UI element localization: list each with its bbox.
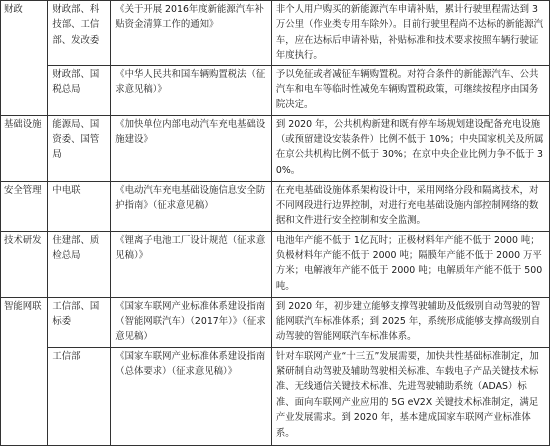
doc-cell: 《国家车联网产业标准体系建设指南（智能网联汽车）（2017年）》（征求意见稿）	[111, 297, 272, 347]
dept-cell: 工信部、国标委	[48, 297, 111, 347]
dept-cell: 工信部	[48, 347, 111, 445]
table-row	[1, 181, 550, 231]
field-cell: 安全管理	[1, 181, 48, 231]
table-row	[1, 347, 550, 445]
doc-cell: 《电动汽车充电基础设施信息安全防护指南》（征求意见稿）	[111, 181, 272, 231]
content-cell: 予以免征或者减征车辆购置税。对符合条件的新能源汽车、公共汽车和电车等临时性减免车辆购置税政策，可继续按程序由国务院决定。	[271, 65, 549, 115]
content-cell: 电池年产能不低于 1亿瓦时；正极材料年产能不低于 2000 吨；负极材料年产能不低于 2000 吨；隔膜年产能不低于 2000 万平方米；电解液年产能不低于 2000 吨；电解质年产能不低于 500 吨。	[271, 231, 549, 297]
table-row	[1, 297, 550, 347]
field-cell: 技术研发	[1, 231, 48, 297]
doc-cell: 《国家车联网产业标准体系建设指南（总体要求）（征求意见稿）》	[111, 347, 272, 445]
doc-cell: 《中华人民共和国车辆购置税法（征求意见稿）》	[111, 65, 272, 115]
doc-cell: 《关于开展 2016年度新能源汽车补贴资金清算工作的通知》	[111, 1, 272, 66]
dept-cell: 能源局、国资委、国管局	[48, 115, 111, 181]
table-row	[1, 65, 550, 115]
content-cell: 非个人用户购买的新能源汽车申请补贴，累计行驶里程需达到 3万公里（作业类专用车除外）。目前行驶里程尚不达标的新能源汽车，应在达标后申请补贴，补贴标准和技术要求按照车辆行驶证年度执行。	[271, 1, 549, 66]
dept-cell: 住建部、质检总局	[48, 231, 111, 297]
field-cell: 财政	[1, 1, 48, 116]
table-row	[1, 231, 550, 297]
dept-cell: 财政部、科技部、工信部、发改委	[48, 1, 111, 66]
field-cell: 基础设施	[1, 115, 48, 181]
dept-cell: 中电联	[48, 181, 111, 231]
dept-cell: 财政部、国税总局	[48, 65, 111, 115]
table-row	[1, 1, 550, 66]
content-cell: 针对车联网产业“十三五”发展需要，加快共性基础标准制定，加紧研制自动驾驶及辅助驾驶相关标准、车载电子产品关键技术标准、无线通信关键技术标准、先进驾驶辅助系统（ADAS）标准、面向车联网产业应用的 5G eV2X 关键技术标准制定，满足产业发展需求。到 2020 年，基本建成国家车联网产业标准体系。	[271, 347, 549, 445]
doc-cell: 《加快单位内部电动汽车充电基础设施建设》	[111, 115, 272, 181]
content-cell: 到 2020 年，公共机构新建和既有停车场规划建设配备充电设施（或预留建设安装条件）比例不低于 10%；中央国家机关及所属在京公共机构比例不低于 30%；在京中央企业比例力争不低于 30%。	[271, 115, 549, 181]
doc-cell: 《锂离子电池工厂设计规范（征求意见稿）》	[111, 231, 272, 297]
content-cell: 到 2020 年，初步建立能够支撑驾驶辅助及低级别自动驾驶的智能网联汽车标准体系；到 2025 年，系统形成能够支撑高级别自动驾驶的智能网联汽车标准体系。	[271, 297, 549, 347]
content-cell: 在充电基础设施体系架构设计中，采用网络分段和隔离技术，对不同网段进行边界控制，对进行充电基础设施内部控制网络的数据和文件进行安全控制和安全监测。	[271, 181, 549, 231]
table-row	[1, 115, 550, 181]
field-cell: 智能网联	[1, 297, 48, 445]
